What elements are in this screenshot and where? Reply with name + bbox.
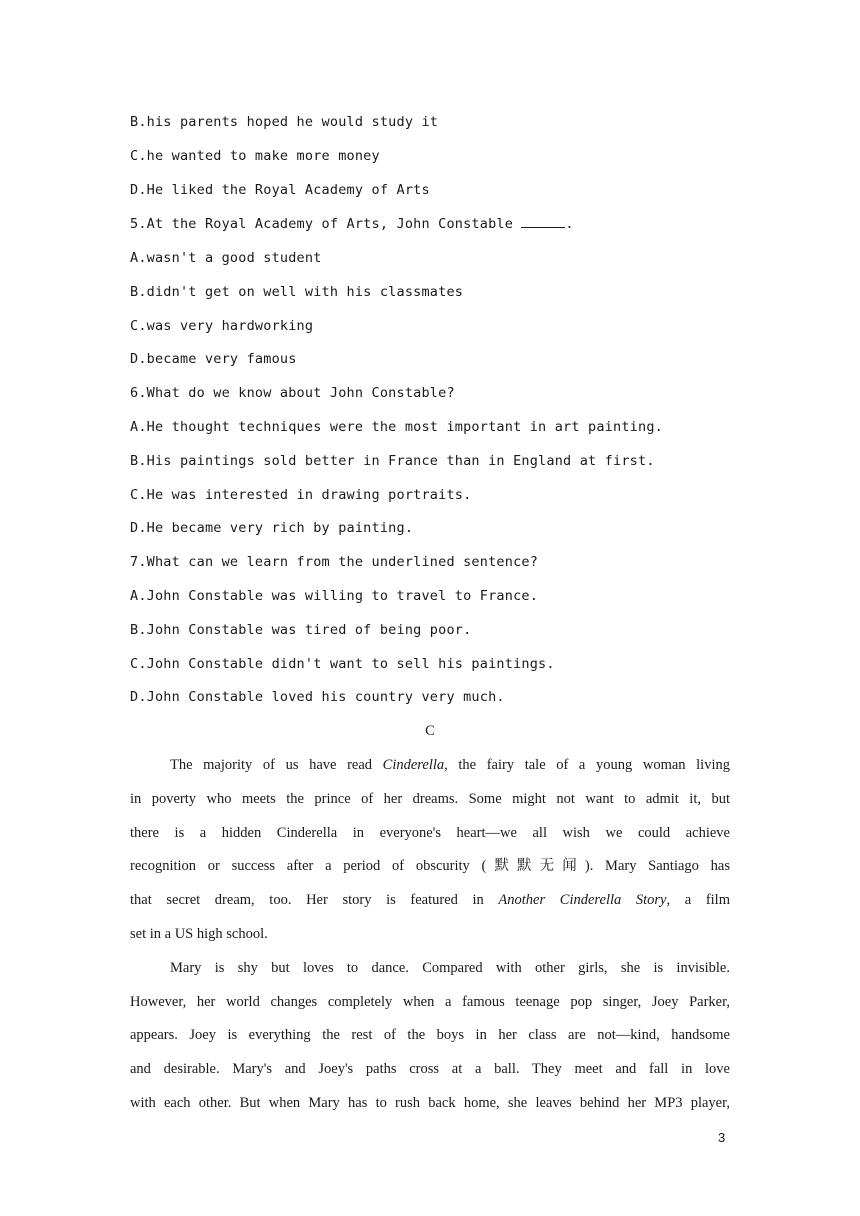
passage-line: Mary is shy but loves to dance. Compared with other girls, she is invisible. bbox=[170, 960, 730, 976]
passage-text: , the fairy tale of a young woman living bbox=[444, 757, 730, 773]
q5-option-a: A.wasn't a good student bbox=[130, 250, 322, 266]
q5-option-b: B.didn't get on well with his classmates bbox=[130, 284, 464, 300]
q7-stem: 7.What can we learn from the underlined sentence? bbox=[130, 554, 539, 570]
q5-stem-end: . bbox=[565, 216, 574, 232]
q4-option-b: B.his parents hoped he would study it bbox=[130, 114, 439, 130]
passage-text: The majority of us have read bbox=[170, 757, 383, 773]
passage-line bbox=[130, 756, 730, 774]
q5-stem bbox=[130, 215, 730, 233]
passage-line: recognition or success after a period of obscurity (默默无闻). Mary Santiago has bbox=[130, 858, 730, 874]
q6-option-b: B.His paintings sold better in France than in England at first. bbox=[130, 453, 655, 469]
q7-option-b: B.John Constable was tired of being poor. bbox=[130, 622, 472, 638]
passage-text: , a film bbox=[666, 892, 730, 908]
passage-text: that secret dream, too. Her story is featured in bbox=[130, 892, 499, 908]
passage-line: there is a hidden Cinderella in everyone's heart—we all wish we could achieve bbox=[130, 825, 730, 841]
section-label: C bbox=[425, 723, 435, 739]
q7-option-d: D.John Constable loved his country very much. bbox=[130, 689, 505, 705]
film-title: Another Cinderella Story bbox=[498, 892, 667, 908]
q6-stem: 6.What do we know about John Constable? bbox=[130, 385, 455, 401]
passage-line bbox=[130, 891, 730, 909]
passage-line: in poverty who meets the prince of her dreams. Some might not want to admit it, but bbox=[130, 791, 730, 807]
passage-line: However, her world changes completely when a famous teenage pop singer, Joey Parker, bbox=[130, 994, 730, 1010]
q5-option-d: D.became very famous bbox=[130, 351, 297, 367]
page-number: 3 bbox=[718, 1130, 726, 1145]
q4-option-c: C.he wanted to make more money bbox=[130, 148, 380, 164]
q6-option-c: C.He was interested in drawing portraits. bbox=[130, 487, 472, 503]
book-title: Cinderella bbox=[382, 757, 445, 773]
q4-option-d: D.He liked the Royal Academy of Arts bbox=[130, 182, 430, 198]
answer-blank bbox=[521, 215, 565, 228]
q7-option-c: C.John Constable didn't want to sell his paintings. bbox=[130, 656, 555, 672]
passage-line: with each other. But when Mary has to rush back home, she leaves behind her MP3 player, bbox=[130, 1095, 730, 1111]
q6-option-d: D.He became very rich by painting. bbox=[130, 520, 414, 536]
passage-line: appears. Joey is everything the rest of the boys in her class are not—kind, handsome bbox=[130, 1027, 730, 1043]
q5-option-c: C.was very hardworking bbox=[130, 318, 314, 334]
passage-line: set in a US high school. bbox=[130, 926, 268, 942]
q7-option-a: A.John Constable was willing to travel to France. bbox=[130, 588, 539, 604]
q5-stem-text: 5.At the Royal Academy of Arts, John Constable bbox=[130, 216, 514, 232]
passage-line: and desirable. Mary's and Joey's paths cross at a ball. They meet and fall in love bbox=[130, 1061, 730, 1077]
q6-option-a: A.He thought techniques were the most important in art painting. bbox=[130, 419, 663, 435]
